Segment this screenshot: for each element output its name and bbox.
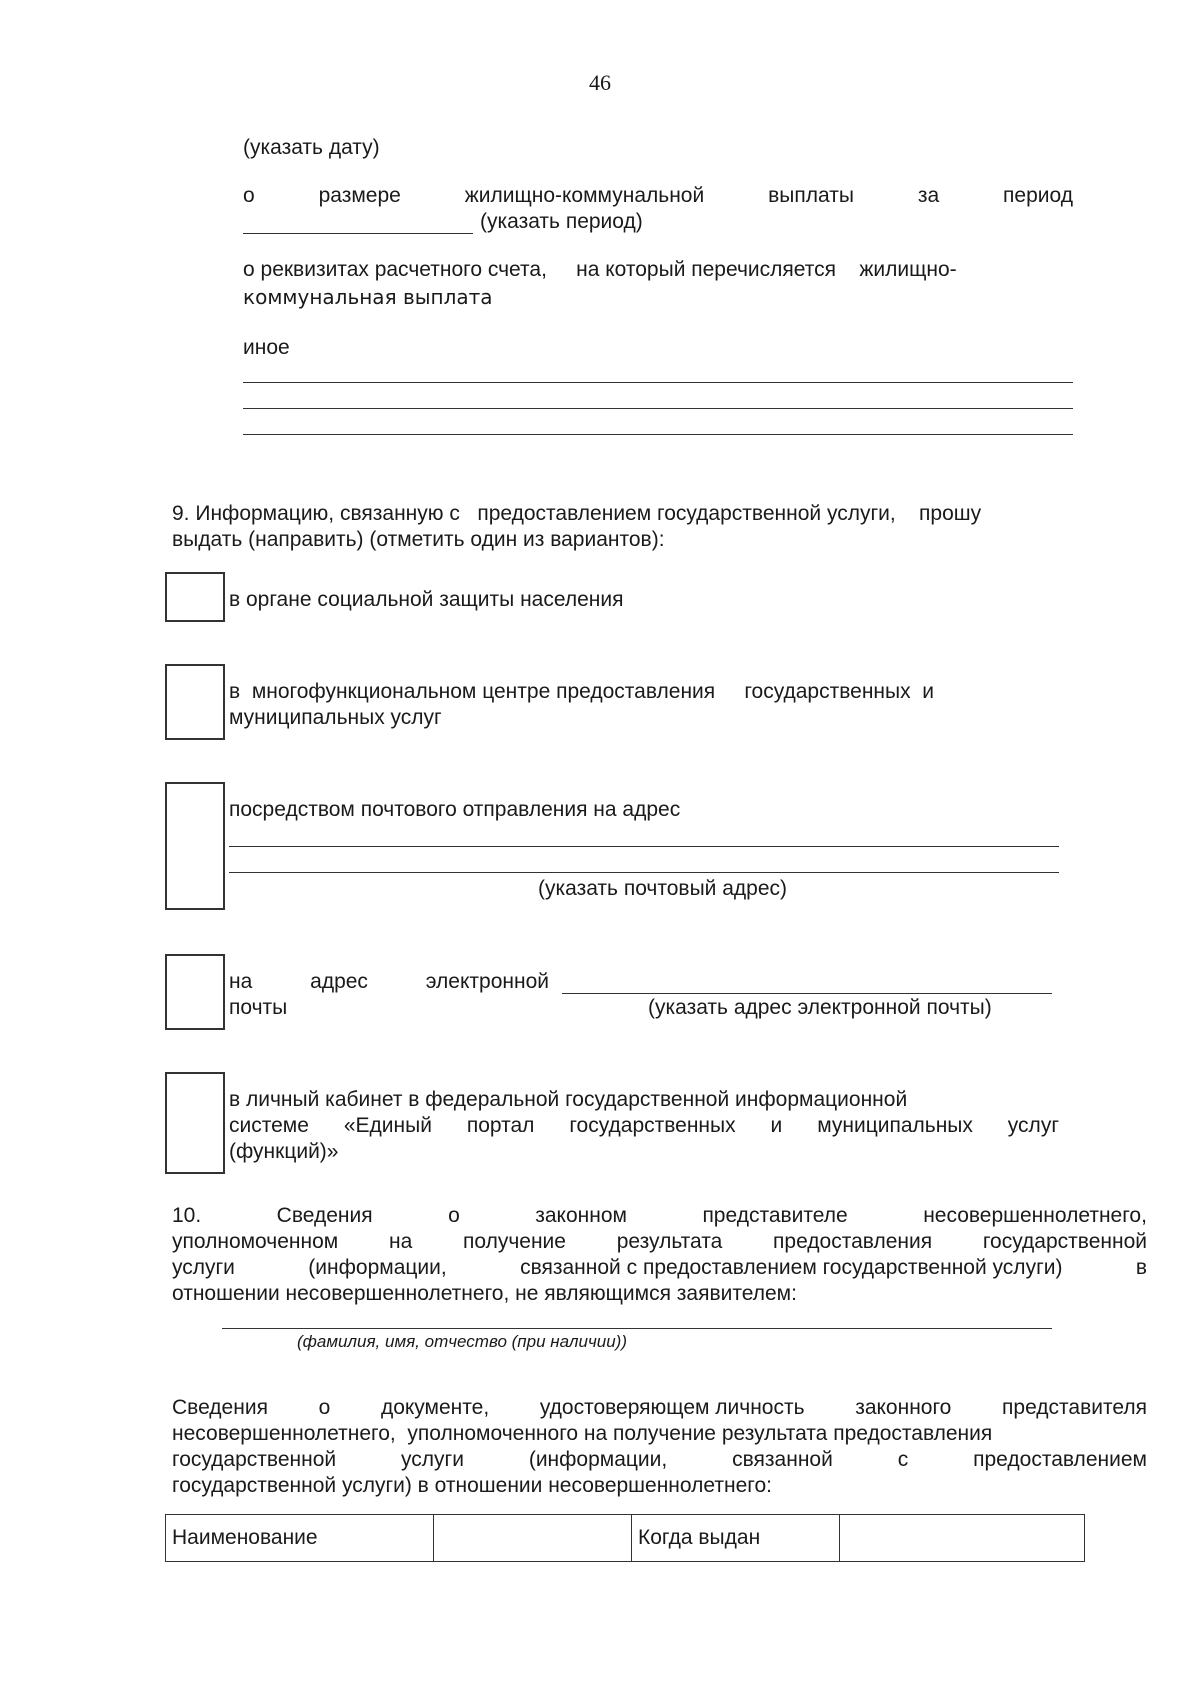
period-blank-line[interactable] [243,233,473,234]
name-value-cell[interactable] [434,1515,632,1562]
doc-info-line-1 [172,1394,1147,1421]
word: на [229,970,253,993]
word: муниципальных [817,1114,973,1137]
section-10-line-1 [172,1202,1147,1229]
account-line-1: о реквизитах расчетного счета, на который перечисляется жилищно- [243,258,957,281]
word: предоставлением [973,1448,1147,1471]
word: с [897,1448,909,1471]
option-social-protection-checkbox[interactable] [165,572,225,622]
option-mfc-label-line-2: муниципальных услуг [229,706,442,729]
option-email-checkbox[interactable] [165,954,225,1030]
issued-value-cell[interactable] [840,1515,1085,1562]
period-hint: (указать период) [480,210,643,233]
word: адрес [310,970,368,993]
word: за [917,184,940,207]
word: представителе [702,1204,848,1227]
word: жилищно-коммунальной [464,184,705,207]
word: государственной [982,1230,1147,1253]
document-table [165,1514,1085,1562]
other-blank-line-2[interactable] [243,408,1073,409]
account-line-2: коммунальная выплата [243,285,493,309]
option-gosuslugi-label-line-1: в личный кабинет в федеральной государственной информационной [229,1088,908,1111]
option-gosuslugi-label-line-2 [229,1112,1059,1139]
word: о [448,1204,460,1227]
word: уполномоченном [172,1230,339,1253]
word: в [1135,1256,1147,1279]
doc-info-line-3 [172,1446,1147,1473]
word: о [318,1396,331,1419]
word: услуги [401,1448,464,1471]
option-mfc-checkbox[interactable] [165,664,225,740]
word: «Единый [343,1114,432,1137]
option-post-checkbox[interactable] [165,782,225,910]
section-10-line-3 [172,1254,1147,1281]
other-blank-line-1[interactable] [243,382,1073,383]
option-mfc-label-line-1: в многофункциональном центре предоставления государственных и [229,680,935,703]
fio-hint: (фамилия, имя, отчество (при наличии)) [297,1332,627,1351]
option-email-label-line-1 [229,968,549,995]
word: 10. [172,1204,202,1227]
word: (информации, [528,1448,668,1471]
word: предоставления [773,1230,933,1253]
doc-info-line-4: государственной услуги) в отношении несовершеннолетнего: [172,1474,772,1497]
name-label-cell: Наименование [166,1515,434,1562]
word: документе, [380,1396,490,1419]
word: удостоверяющем личность [539,1396,805,1419]
other-label: иное [243,336,290,359]
word: на [388,1230,413,1253]
word: государственной [172,1448,337,1471]
word: связанной с предоставлением государственной услуги) [520,1256,1063,1279]
word: законном [535,1204,627,1227]
section-10-line-2 [172,1228,1147,1255]
word: системе [229,1114,309,1137]
word: электронной [425,970,549,993]
postal-address-line-2[interactable] [229,872,1059,873]
option-gosuslugi-label-line-3: (функций)» [229,1140,339,1163]
email-hint: (указать адрес электронной почты) [648,996,992,1019]
word: Сведения [276,1204,373,1227]
postal-address-line-1[interactable] [229,846,1059,847]
word: несовершеннолетнего, [923,1204,1147,1227]
section-10-line-4: отношении несовершеннолетнего, не являющимся заявителем: [172,1282,797,1305]
word: результата [616,1230,723,1253]
word: о [243,184,255,207]
word: услуги [172,1256,235,1279]
payment-size-line [243,182,1073,209]
issued-label-cell: Когда выдан [632,1515,840,1562]
page-number: 46 [589,70,611,95]
doc-info-line-2: несовершеннолетнего, уполномоченного на получение результата предоставления [172,1422,993,1445]
other-blank-line-3[interactable] [243,434,1073,435]
word: Сведения [172,1396,268,1419]
word: период [1003,184,1073,207]
word: услуг [1007,1114,1059,1137]
option-email-label-line-2: почты [229,996,288,1019]
postal-address-hint: (указать почтовый адрес) [538,877,788,900]
option-social-protection-label: в органе социальной защиты населения [229,588,624,611]
section-9-intro-line-1: 9. Информацию, связанную с предоставлением государственной услуги, прошу [172,502,982,525]
word: получение [463,1230,566,1253]
word: законного [855,1396,952,1419]
word: представителя [1002,1396,1147,1419]
fio-blank-line[interactable] [222,1328,1052,1329]
word: государственных [569,1114,736,1137]
table-row [166,1515,1085,1562]
option-gosuslugi-checkbox[interactable] [165,1072,225,1174]
word: размере [318,184,401,207]
word: и [770,1114,783,1137]
section-9-intro-line-2: выдать (направить) (отметить один из вариантов): [172,528,665,551]
word: (информации, [308,1256,447,1279]
date-hint: (указать дату) [243,136,380,159]
option-post-label: посредством почтового отправления на адрес [229,798,681,821]
word: связанной [732,1448,833,1471]
word: выплаты [768,184,854,207]
word: портал [466,1114,535,1137]
